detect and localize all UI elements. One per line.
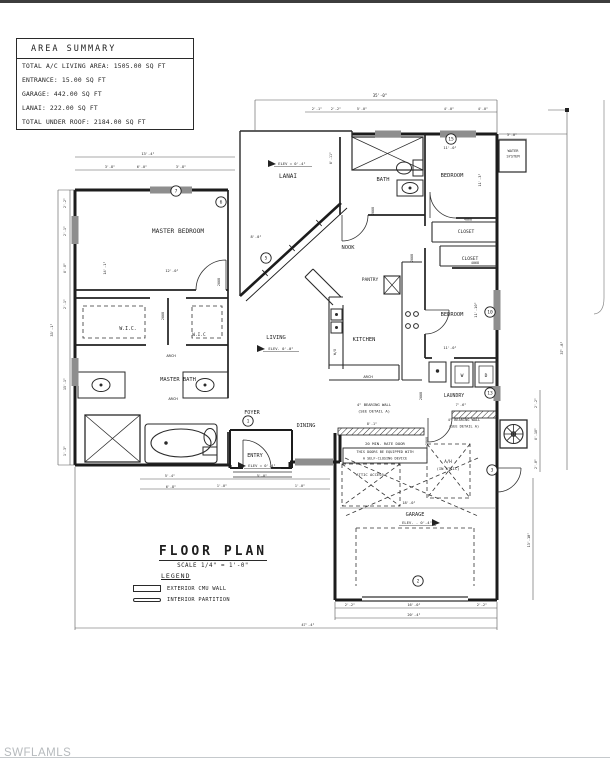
plan-label: 8'-1" — [366, 422, 378, 426]
plan-label: DINING — [296, 423, 316, 429]
plan-label: 2668 — [161, 311, 165, 321]
window-master-left-upper — [72, 216, 79, 244]
plan-label: 11'-10" — [474, 302, 478, 318]
plan-label: 4" BEARING WALL — [447, 418, 481, 422]
elevation-marker — [257, 345, 265, 352]
plan-label: 6'-0" — [136, 165, 148, 169]
plan-label: LAUNDRY — [443, 394, 465, 399]
mls-watermark: SWFLAMLS — [4, 747, 72, 759]
schedule-tag — [446, 134, 456, 144]
master-vanity-left — [78, 372, 125, 398]
plan-label: CLOSET — [457, 230, 475, 235]
plan-label: (IN ATTIC) — [436, 466, 460, 471]
plan-label: ELEV. - 0'-4" — [402, 520, 432, 525]
plan-label: 20 MIN. RATE DOOR — [365, 441, 405, 446]
plan-label: 1'-3" — [63, 446, 67, 456]
plan-label: 11'-3" — [478, 173, 482, 187]
plan-label: ELEV. 0'-0" — [268, 346, 294, 351]
plan-label: 5'-0" — [256, 474, 268, 478]
plan-label: W/O — [333, 348, 337, 356]
plan-label: A/H — [444, 459, 452, 464]
bedroom1-door — [430, 192, 456, 218]
plan-label: 15'-1" — [63, 378, 67, 390]
plan-label: (SEE DETAIL A) — [357, 408, 391, 414]
plan-label: CLOSET — [461, 257, 479, 262]
plan-label: 6'-8" — [165, 485, 177, 489]
plan-label: 2'-2" — [63, 198, 67, 208]
plan-label: 1'-0" — [216, 484, 228, 488]
plan-label: ENTRY — [247, 453, 263, 459]
plan-title: FLOOR PLAN — [158, 544, 268, 559]
area-summary-title: AREA SUMMARY — [17, 39, 193, 59]
laundry-tub — [429, 362, 446, 382]
plan-label: 4068 — [470, 261, 480, 265]
schedule-tag — [485, 307, 495, 317]
condenser-fan-icon — [500, 420, 527, 448]
master-bedroom-door — [196, 260, 226, 290]
plan-label: 2'-8" — [534, 459, 538, 469]
legend-swatch-partition — [133, 598, 161, 603]
plan-label: A SELF-CLOSING DEVICE — [362, 456, 408, 461]
master-vanity-right — [183, 372, 228, 398]
schedule-tag-number: 6 — [219, 200, 223, 206]
plan-label: MASTER BEDROOM — [151, 228, 205, 235]
schedule-tag-number: 1 — [246, 419, 250, 425]
plan-label: 2'-1" — [63, 299, 67, 309]
schedule-tag-number: 5 — [264, 256, 268, 262]
plan-label: 8'-0" — [250, 235, 262, 239]
plan-label: 2868 — [425, 436, 429, 446]
plan-label: 4'-0" — [443, 107, 455, 111]
schedule-tag — [261, 253, 271, 263]
plan-label: 1'-0" — [294, 484, 306, 488]
plan-label: 7'-6" — [455, 403, 467, 407]
plan-label: 2668 — [419, 391, 423, 401]
elevation-marker — [268, 160, 276, 167]
plan-label: BATH — [376, 177, 390, 183]
plan-label: ARCH — [363, 374, 373, 379]
plan-label: 4068 — [463, 217, 473, 222]
plan-label: 13'-4" — [141, 152, 155, 156]
schedule-tag-number: 10 — [487, 310, 493, 316]
plan-label: 13'-10" — [527, 532, 531, 548]
plan-label: 2'-1" — [63, 226, 67, 236]
plan-label: 6'-10" — [534, 428, 538, 440]
plan-label: 18'-0" — [402, 501, 416, 505]
schedule-tag — [413, 576, 423, 586]
plan-label: 37'-8" — [560, 341, 564, 355]
schedule-tag — [487, 465, 497, 475]
exterior-walls — [75, 134, 497, 600]
plan-label: 2668 — [410, 253, 414, 263]
plan-label: PANTRY — [361, 278, 379, 283]
plan-label: 12'-0" — [165, 269, 179, 273]
plan-label: ELEV = 0'-4" — [248, 463, 276, 468]
plan-label: W.I.C — [192, 333, 206, 338]
air-handler-x — [427, 444, 470, 498]
lanai-walls — [240, 131, 352, 296]
window-master-left-lower — [72, 358, 79, 386]
plan-label: ARCH — [168, 396, 178, 401]
window-bedroom1-top — [440, 131, 476, 138]
elevation-marker — [432, 519, 440, 526]
legend-swatch-cmu — [133, 585, 161, 592]
plan-label: 6'-0" — [63, 263, 67, 273]
schedule-tag-number: 15 — [448, 137, 454, 143]
schedule-tag-number: 2 — [416, 579, 420, 585]
plan-label: ATTIC ACCESS — [356, 472, 384, 477]
stove-burners — [406, 312, 419, 329]
watermark-rule — [0, 757, 610, 758]
legend — [133, 572, 283, 608]
plan-label: 2'-2" — [476, 603, 488, 607]
plan-label: 4'-0" — [477, 107, 489, 111]
plan-label: 16'-0" — [407, 603, 421, 607]
schedule-tag-number: 7 — [174, 189, 178, 195]
schedule-tag-number: 3 — [490, 468, 494, 474]
plan-label: 35'-0" — [372, 93, 388, 98]
plan-label: 3'-8" — [175, 165, 187, 169]
bearing-wall-right — [452, 411, 497, 418]
plan-label: 2'-2" — [330, 107, 342, 111]
plan-label: FOYER — [244, 410, 260, 416]
plan-label: ARCH — [166, 353, 176, 358]
plan-label: 5'-4" — [164, 474, 176, 478]
area-summary-line: TOTAL UNDER ROOF: 2184.00 SQ FT — [22, 119, 146, 126]
plan-label: 3'-8" — [104, 165, 116, 169]
plan-label: (SEE DETAIL A) — [448, 424, 480, 429]
plan-label: W — [460, 374, 464, 379]
schedule-tag-number: 13 — [487, 391, 493, 397]
garage-side-door — [497, 468, 521, 492]
plan-label: WATER — [507, 149, 519, 153]
legend-title: LEGEND — [161, 572, 191, 580]
area-summary-line: LANAI: 222.00 SQ FT — [22, 105, 98, 112]
wic-shelving-left — [83, 306, 145, 338]
legend-items — [133, 585, 283, 603]
bath-door — [342, 215, 368, 241]
plan-label: 33'-1" — [50, 323, 54, 337]
plan-label: 2'-2" — [344, 603, 356, 607]
plan-label: 5'-0" — [356, 107, 368, 111]
plan-label: MASTER BATH — [160, 377, 196, 383]
plan-annotations — [50, 93, 564, 627]
schedule-tag — [485, 388, 495, 398]
kitchen-sinks — [331, 309, 342, 333]
plan-label: 3'-0" — [506, 133, 518, 137]
plan-label: 20'-4" — [407, 613, 421, 617]
window-shower-top — [375, 131, 401, 138]
plan-label: 11'-0" — [443, 146, 457, 150]
area-summary-line: GARAGE: 442.00 SQ FT — [22, 91, 102, 98]
plan-scale: SCALE 1/4" = 1'-0" — [177, 563, 249, 569]
master-shower — [85, 415, 140, 462]
plan-label: 2668 — [371, 206, 375, 216]
garage-overhead-door — [362, 597, 468, 601]
area-summary-line: TOTAL A/C LIVING AREA: 1505.00 SQ FT — [22, 63, 166, 70]
plan-label: NOOK — [341, 245, 355, 251]
legend-row — [133, 597, 283, 603]
schedule-tag — [243, 416, 253, 426]
plan-label: W.I.C. — [119, 327, 137, 332]
plan-label: 11'-0" — [443, 346, 457, 350]
legend-row — [133, 585, 283, 592]
schedule-tag — [216, 197, 226, 207]
area-summary-line: ENTRANCE: 15.00 SQ FT — [22, 77, 106, 84]
plan-label: 4" BEARING WALL — [356, 402, 392, 407]
plan-label: BEDROOM — [440, 173, 464, 179]
bath-partitions — [340, 134, 425, 218]
plan-label: BEDROOM — [440, 312, 464, 318]
plan-label: LANAI — [278, 173, 298, 180]
plan-label: 47'-4" — [301, 623, 315, 627]
plan-label: LIVING — [266, 335, 286, 341]
plan-label: D — [484, 374, 488, 379]
title-block — [140, 540, 286, 569]
window-dining-bottom — [295, 459, 333, 466]
bedroom-wing-partitions — [425, 218, 497, 358]
plan-label: KITCHEN — [352, 337, 376, 343]
sheet-edge-curl — [594, 100, 604, 314]
legend-label: INTERIOR PARTITION — [167, 597, 230, 603]
plan-label: THIS DOORS BE EQUIPPED WITH — [356, 450, 414, 454]
bearing-wall-left — [338, 428, 424, 435]
legend-label: EXTERIOR CMU WALL — [167, 585, 227, 592]
plan-label: 6'-11" — [329, 151, 333, 165]
plan-label: 2'-1" — [311, 107, 323, 111]
attic-access-x — [342, 464, 400, 506]
plan-label: 14'-1" — [103, 261, 107, 275]
plan-label: ELEV = 0'-4" — [278, 161, 306, 166]
schedule-tag — [171, 186, 181, 196]
plan-label: SYSTEM — [506, 154, 520, 159]
bath-shower — [352, 137, 423, 170]
pantry-cabinet-x — [384, 276, 400, 294]
plan-label: 2'-2" — [534, 398, 538, 408]
plan-label: 2668 — [217, 277, 221, 287]
plan-label: GARAGE — [405, 512, 425, 518]
bath-vanity — [397, 180, 423, 196]
